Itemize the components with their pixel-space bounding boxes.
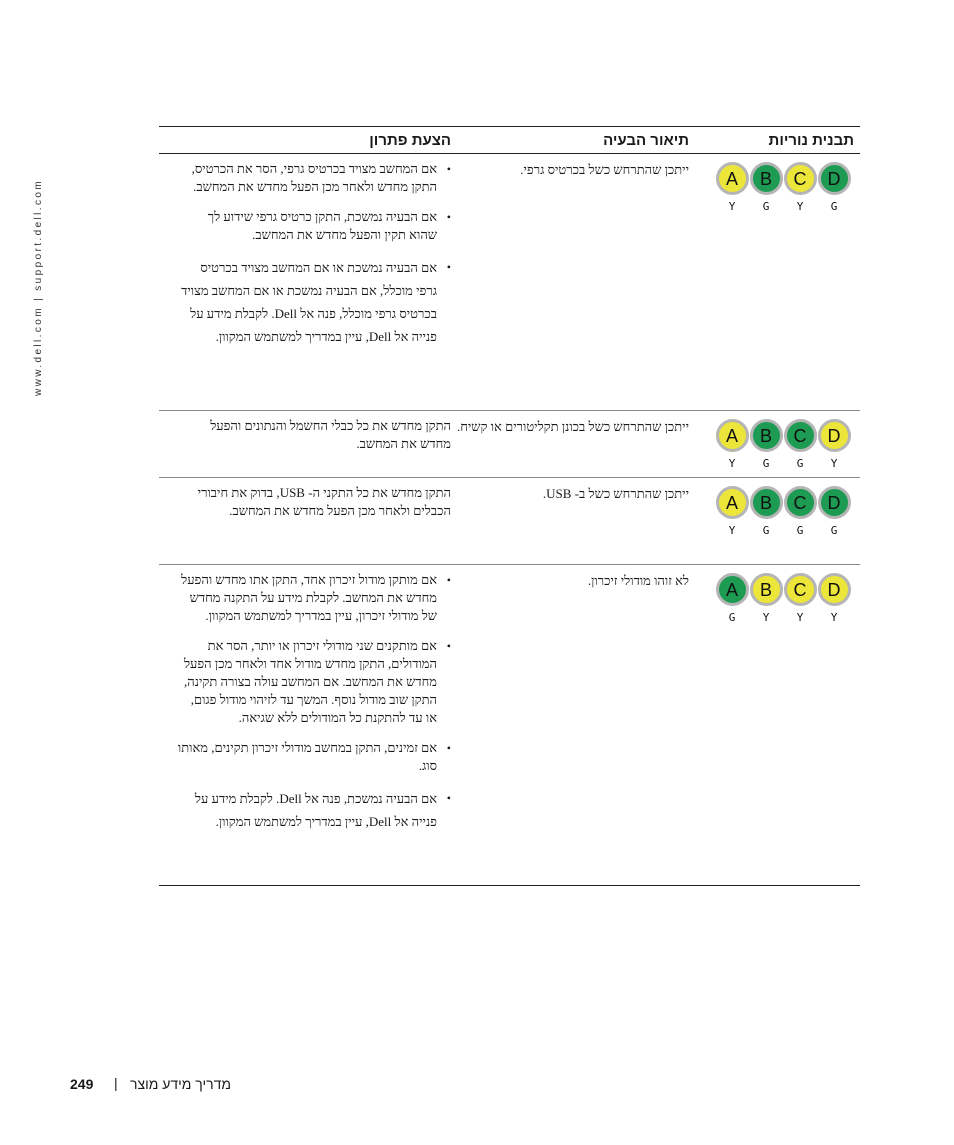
led-c-light: C xyxy=(784,573,817,606)
problem-description: ייתכן שהתרחש כשל בכרטיס גרפי. xyxy=(520,162,689,177)
header-problem-description: תיאור הבעיה xyxy=(603,131,689,149)
led-c xyxy=(783,573,817,627)
footer-title: מדריך מידע מוצר xyxy=(130,1076,231,1092)
page-number: 249 xyxy=(70,1076,94,1092)
led-b-state: Y xyxy=(762,611,770,624)
led-b-state: G xyxy=(762,200,770,213)
led-c-state: G xyxy=(796,457,804,470)
table-header xyxy=(159,126,860,154)
led-c-light: C xyxy=(784,419,817,452)
solution-item: • אם הבעיה נמשכת או אם המחשב מצויד בכרטיס גרפי מוכלל, אם הבעיה נמשכת או אם המחשב מצויד בכרטיס גרפי מוכלל, פנה אל Dell. לקבלת מידע על פנייה אל Dell, עיין במדריך למשתמש המקוון. xyxy=(177,256,451,348)
solution-item: • אם המחשב מצויד בכרטיס גרפי, הסר את הכרטיס, התקן מחדש ולאחר מכן הפעל מחדש את המחשב. xyxy=(177,160,451,196)
table-row xyxy=(159,154,860,411)
led-a-light: A xyxy=(716,573,749,606)
led-b xyxy=(749,419,783,473)
led-c-state: Y xyxy=(796,200,804,213)
led-d-state: G xyxy=(830,524,838,537)
led-a-state: Y xyxy=(728,200,736,213)
table-row xyxy=(159,565,860,886)
led-b-light: B xyxy=(750,162,783,195)
solution-item: • אם מותקן מודול זיכרון אחד, התקן אתו מחדש והפעל מחדש את המחשב. לקבלת מידע על התקנה מחדש של מודולי זיכרון, עיין במדריך למשתמש המקוון. xyxy=(177,571,451,625)
led-pattern-cell xyxy=(695,154,860,216)
suggested-solution xyxy=(159,154,455,360)
led-pattern-cell xyxy=(695,565,860,627)
led-b-state: G xyxy=(762,457,770,470)
led-b xyxy=(749,486,783,540)
led-b-state: G xyxy=(762,524,770,537)
led-c xyxy=(783,162,817,216)
led-group xyxy=(695,419,854,473)
suggested-solution xyxy=(159,565,455,845)
led-b xyxy=(749,162,783,216)
led-a xyxy=(715,162,749,216)
led-d xyxy=(817,573,851,627)
led-d xyxy=(817,419,851,473)
table-row xyxy=(159,411,860,478)
led-a-state: Y xyxy=(728,457,736,470)
led-c-light: C xyxy=(784,486,817,519)
led-a-state: G xyxy=(728,611,736,624)
problem-description: לא זוהו מודולי זיכרון. xyxy=(587,573,689,588)
led-d-light: D xyxy=(818,486,851,519)
side-url: www.dell.com | support.dell.com xyxy=(33,178,44,396)
suggested-solution: התקן מחדש את כל כבלי החשמל והנתונים והפעל מחדש את המחשב. xyxy=(210,418,451,451)
led-c xyxy=(783,486,817,540)
led-c-state: G xyxy=(796,524,804,537)
led-b-light: B xyxy=(750,419,783,452)
problem-description: ייתכן שהתרחש כשל בכונן תקליטורים או קשיח. xyxy=(456,419,689,434)
led-group xyxy=(695,573,854,627)
footer-separator: | xyxy=(114,1075,118,1091)
page-footer xyxy=(0,1076,954,1096)
led-a-light: A xyxy=(716,486,749,519)
led-d-state: Y xyxy=(830,611,838,624)
led-pattern-cell xyxy=(695,478,860,540)
header-suggested-solution: הצעת פתרון xyxy=(369,131,451,149)
problem-description: ייתכן שהתרחש כשל ב- USB. xyxy=(542,486,689,501)
led-group xyxy=(695,486,854,540)
led-b xyxy=(749,573,783,627)
led-a-light: A xyxy=(716,419,749,452)
led-d-state: Y xyxy=(830,457,838,470)
led-a xyxy=(715,486,749,540)
led-a xyxy=(715,573,749,627)
led-d-state: G xyxy=(830,200,838,213)
led-a-light: A xyxy=(716,162,749,195)
solution-item: • אם זמינים, התקן במחשב מודולי זיכרון תקינים, מאותו סוג. xyxy=(177,739,451,775)
table-row xyxy=(159,478,860,565)
led-d xyxy=(817,162,851,216)
led-b-light: B xyxy=(750,573,783,606)
led-d-light: D xyxy=(818,162,851,195)
led-a xyxy=(715,419,749,473)
led-d-light: D xyxy=(818,573,851,606)
header-led-pattern: תבנית נוריות xyxy=(768,131,854,149)
led-d xyxy=(817,486,851,540)
led-a-state: Y xyxy=(728,524,736,537)
solution-item: • אם הבעיה נמשכת, התקן כרטיס גרפי שידוע לך שהוא תקין והפעל מחדש את המחשב. xyxy=(177,208,451,244)
led-c-light: C xyxy=(784,162,817,195)
led-d-light: D xyxy=(818,419,851,452)
led-c-state: Y xyxy=(796,611,804,624)
suggested-solution: התקן מחדש את כל התקני ה- USB, בדוק את חיבורי הכבלים ולאחר מכן הפעל מחדש את המחשב. xyxy=(197,485,451,518)
solution-item: • אם מותקנים שני מודולי זיכרון או יותר, הסר את המודולים, התקן מחדש מודול אחד ולאחר מכן הפעל מחדש את המחשב. אם המחשב עולה בצורה תקינה, התקן שוב מודול נוסף. המשך עד לזיהוי מודול פגום, או עד להתקנת כל המודולים ללא שגיאה. xyxy=(177,637,451,727)
led-pattern-table xyxy=(159,126,860,886)
led-group xyxy=(695,162,854,216)
led-b-light: B xyxy=(750,486,783,519)
led-pattern-cell xyxy=(695,411,860,473)
led-c xyxy=(783,419,817,473)
solution-item: • אם הבעיה נמשכת, פנה אל Dell. לקבלת מידע על פנייה אל Dell, עיין במדריך למשתמש המקוון. xyxy=(177,787,451,833)
